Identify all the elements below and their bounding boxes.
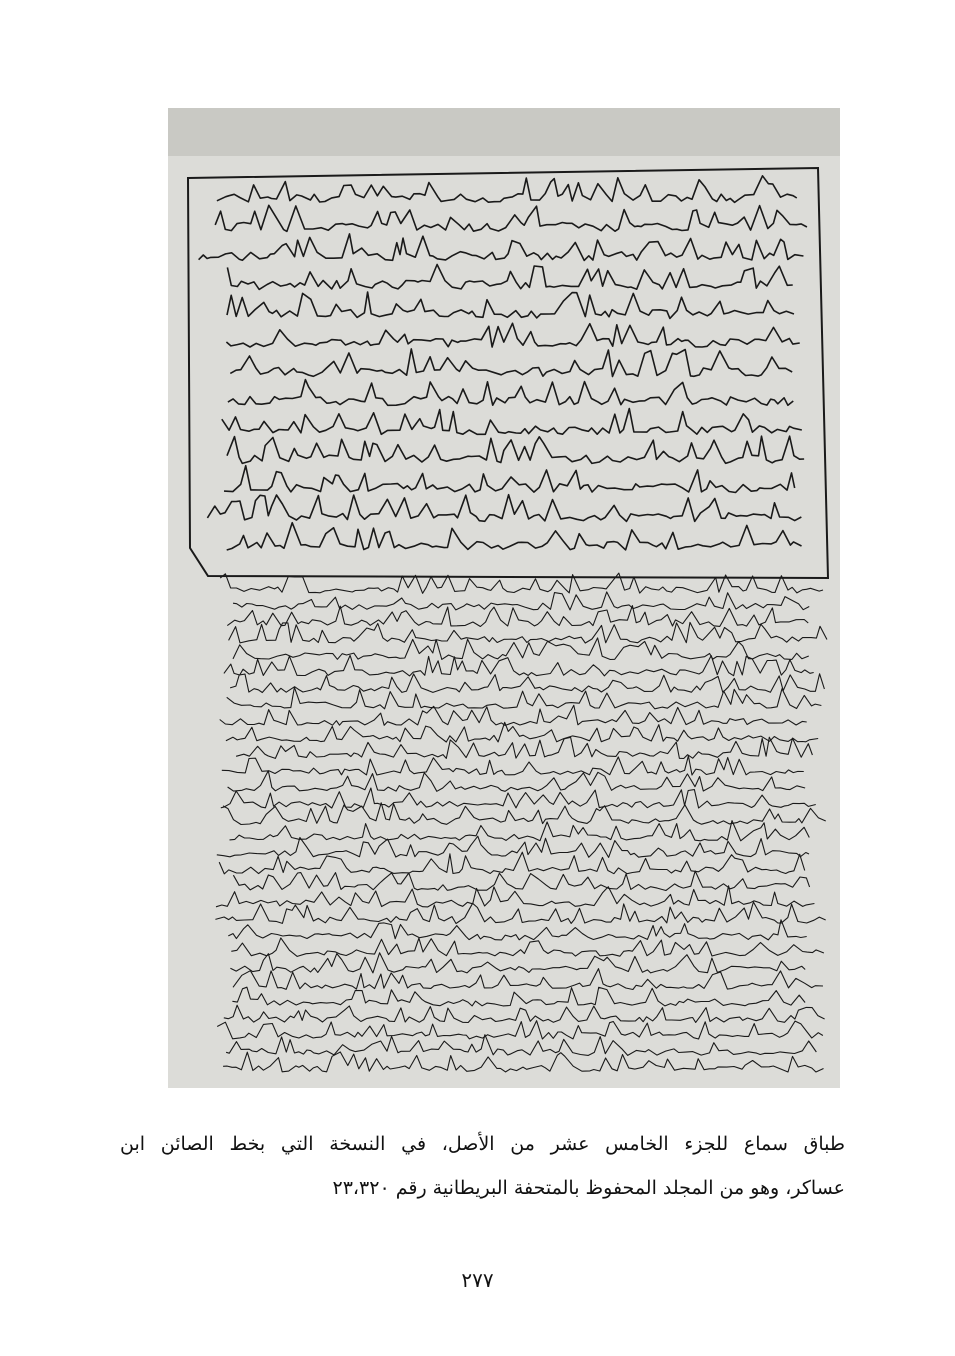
caption-line-1: طباق سماع للجزء الخامس عشر من الأصل، في النسخة التي بخط الصائن ابن xyxy=(120,1133,845,1155)
page-number: ٢٧٧ xyxy=(461,1268,494,1292)
caption-line-2: عساكر، وهو من المجلد المحفوظ بالمتحفة البريطانية رقم ٢٣،٣٢٠ xyxy=(332,1177,845,1199)
manuscript-photo xyxy=(168,108,840,1088)
figure-caption xyxy=(120,1122,845,1210)
